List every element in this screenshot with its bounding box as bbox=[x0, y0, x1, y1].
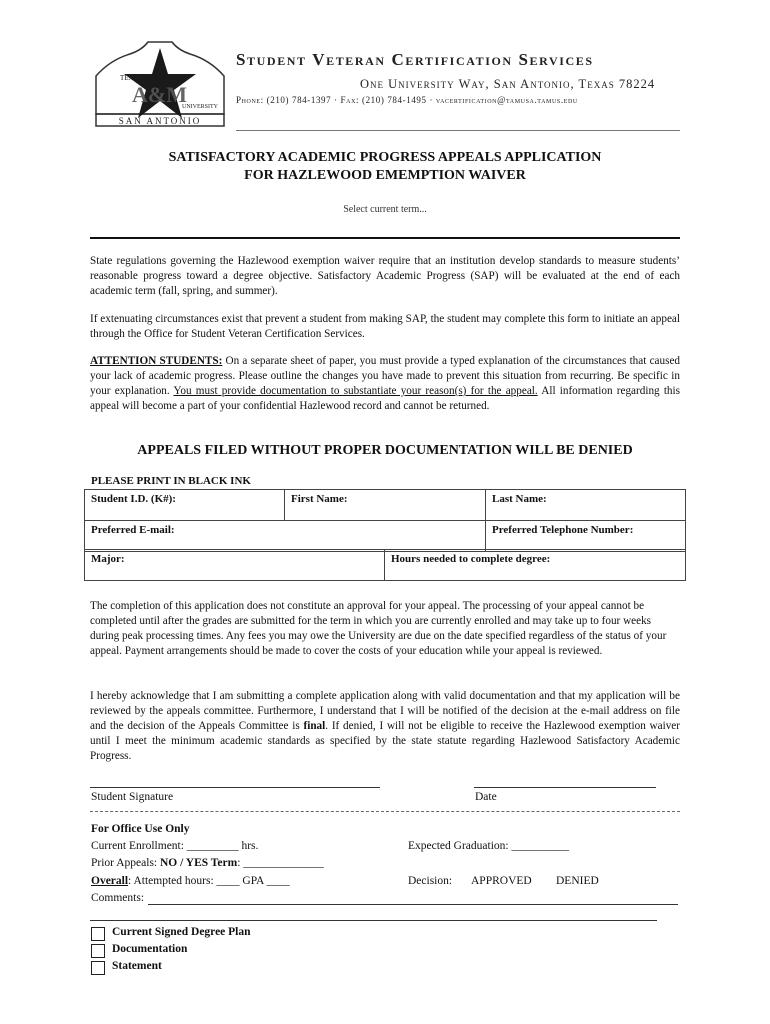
intro-paragraph: State regulations governing the Hazlewood exemption waiver require that an institution develop standards to measure students’ reasonable progress toward a degree objective. Satisfactory Academic Progress (SAP) will be evaluated at the end of each academic term (fall, spring, and summer). bbox=[90, 255, 680, 297]
office-contact: Phone: (210) 784-1397 · Fax: (210) 784-1495 · vacertification@tamusa.tamus.edu bbox=[236, 95, 578, 105]
decision-approved: APPROVED bbox=[471, 875, 532, 887]
first-name-field[interactable]: First Name: bbox=[285, 490, 486, 521]
overall-stats: Overall: Attempted hours: ____ GPA ____ bbox=[91, 875, 290, 887]
attention-label: ATTENTION STUDENTS: bbox=[90, 355, 223, 367]
term-select[interactable]: Select current term... bbox=[343, 204, 427, 215]
date-label: Date bbox=[475, 791, 497, 803]
documentation-label: Documentation bbox=[112, 943, 188, 955]
documentation-requirement: You must provide documentation to substantiate your reason(s) for the appeal. bbox=[173, 385, 538, 397]
degree-plan-checkbox[interactable] bbox=[91, 927, 105, 941]
decision-denied: DENIED bbox=[556, 875, 599, 887]
office-address: One University Way, San Antonio, Texas 78224 bbox=[360, 77, 656, 91]
form-title-line1: SATISFACTORY ACADEMIC PROGRESS APPEALS APPLICATION bbox=[168, 150, 602, 165]
comments-line-1[interactable] bbox=[148, 904, 678, 905]
svg-text:UNIVERSITY: UNIVERSITY bbox=[182, 104, 218, 110]
university-logo bbox=[90, 38, 230, 128]
student-id-field[interactable]: Student I.D. (K#): bbox=[85, 490, 285, 521]
expected-graduation: Expected Graduation: __________ bbox=[408, 840, 569, 852]
print-notice: PLEASE PRINT IN BLACK INK bbox=[91, 475, 251, 487]
documentation-checkbox[interactable] bbox=[91, 944, 105, 958]
denied-warning: APPEALS FILED WITHOUT PROPER DOCUMENTATION WILL BE DENIED bbox=[137, 443, 633, 458]
date-line[interactable] bbox=[474, 787, 656, 788]
signature-label: Student Signature bbox=[91, 791, 174, 803]
header-divider bbox=[236, 130, 680, 131]
student-info-table bbox=[84, 489, 686, 552]
svg-text:SAN ANTONIO: SAN ANTONIO bbox=[118, 116, 202, 126]
degree-plan-label: Current Signed Degree Plan bbox=[112, 926, 251, 938]
extenuating-paragraph: If extenuating circumstances exist that prevent a student from making SAP, the student may complete this form to initiate an appeal through the Office for Student Veteran Certification Services. bbox=[90, 313, 680, 340]
hours-field[interactable]: Hours needed to complete degree: bbox=[385, 550, 686, 581]
statement-label: Statement bbox=[112, 960, 162, 972]
svg-text:A&M: A&M bbox=[132, 82, 187, 107]
title-divider bbox=[90, 237, 680, 239]
office-divider bbox=[90, 811, 680, 812]
statement-checkbox[interactable] bbox=[91, 961, 105, 975]
comments-label: Comments: bbox=[91, 892, 145, 904]
signature-line[interactable] bbox=[90, 787, 380, 788]
attention-paragraph: ATTENTION STUDENTS: On a separate sheet of paper, you must provide a typed explanation of the circumstances that caused your lack of academic progress. Please outline the changes you have made to prevent this situation from recurring. Be specific in your explanation. You must provide documentation to substantiate your reason(s) for the appeal. All information regarding this appeal will become a part of your confidential Hazlewood record and cannot be returned. bbox=[90, 355, 681, 412]
acknowledgement-paragraph: I hereby acknowledge that I am submitting a complete application along with valid documentation and that my application will be reviewed by the appeals committee. Furthermore, I understand that I will be notified of the decision at the e-mail address on file and the decision of the Appeals Committee is final. If denied, I will not be eligible to receive the Hazlewood exemption waiver until I meet the minimum academic standards as specified by the state statute regarding Hazlewood Satisfactory Academic Progress. bbox=[90, 690, 680, 762]
office-use-heading: For Office Use Only bbox=[91, 823, 190, 835]
student-info-table-row3 bbox=[84, 549, 686, 581]
office-name: Student Veteran Certification Services bbox=[236, 50, 594, 69]
svg-text:TEXAS: TEXAS bbox=[120, 74, 143, 82]
processing-paragraph: The completion of this application does not constitute an approval for your appeal. The processing of your appeal cannot be completed until after the grades are submitted for the term in which you are currently enrolled and may take up to four weeks during peak processing times. Any fees you may owe the University are due on the date specified regardless of the status of your appeal. Payment arrangements should be made to cover the costs of your education while your appeal is reviewed. bbox=[90, 600, 667, 657]
decision-label: Decision: bbox=[408, 875, 453, 887]
form-title-line2: FOR HAZLEWOOD EMEMPTION WAIVER bbox=[244, 168, 526, 183]
last-name-field[interactable]: Last Name: bbox=[486, 490, 686, 521]
email-field[interactable]: Preferred E-mail: bbox=[85, 521, 486, 552]
phone-field[interactable]: Preferred Telephone Number: bbox=[486, 521, 686, 552]
comments-line-2[interactable] bbox=[90, 920, 657, 921]
prior-appeals: Prior Appeals: NO / YES Term: ______________ bbox=[91, 857, 324, 869]
major-field[interactable]: Major: bbox=[85, 550, 385, 581]
current-enrollment: Current Enrollment: _________ hrs. bbox=[91, 840, 259, 852]
